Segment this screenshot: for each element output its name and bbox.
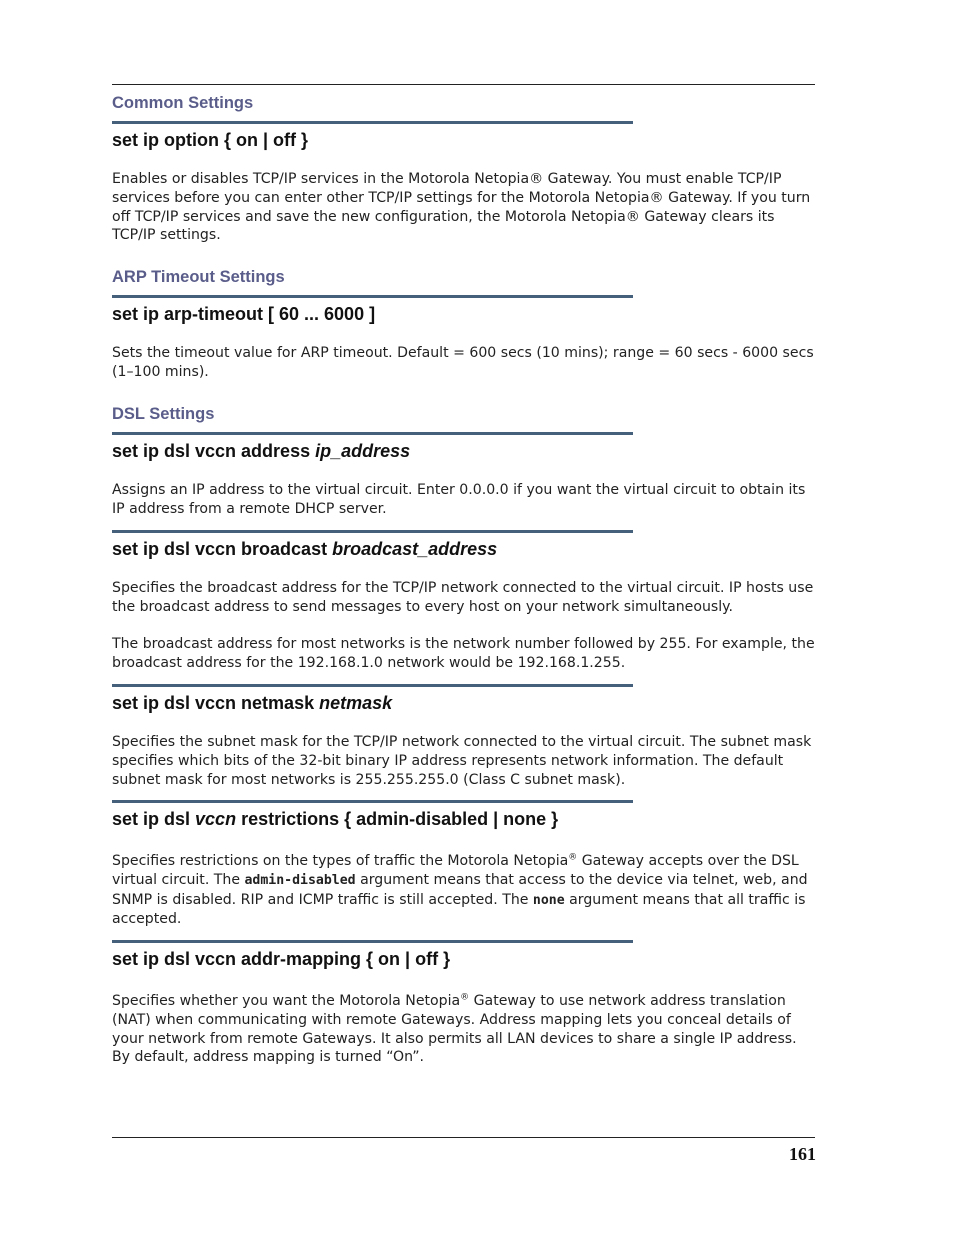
section-divider xyxy=(112,432,633,435)
command-text: set ip dsl vccn address xyxy=(112,441,316,461)
command-heading-dsl-restrictions xyxy=(112,809,558,830)
description-arp-timeout xyxy=(112,344,817,382)
paragraph: Enables or disables TCP/IP services in the Motorola Netopia® Gateway. You must enable TCP/IP services before you can enter other TCP/IP settings for the Motorola Netopia® Gateway. If you turn off TCP/IP services and save the new configuration, the Motorola Netopia® Gateway clears its TCP/IP settings. xyxy=(112,171,811,244)
description-ip-option xyxy=(112,170,817,245)
command-divider xyxy=(112,940,633,943)
command-argument: vccn xyxy=(195,809,237,829)
command-divider xyxy=(112,530,633,533)
registered-mark: ® xyxy=(568,852,578,863)
text-run: argument means that all traffic is accepted. xyxy=(112,891,806,928)
paragraph xyxy=(112,852,817,929)
paragraph xyxy=(112,992,817,1067)
command-heading-dsl-addr-mapping: set ip dsl vccn addr-mapping { on | off } xyxy=(112,949,451,969)
paragraph: Specifies the subnet mask for the TCP/IP network connected to the virtual circuit. The subnet mask specifies which bits of the 32-bit binary IP address represents network information. The default subnet mask for most networks is 255.255.255.0 (Class C subnet mask). xyxy=(112,734,812,788)
code-none: none xyxy=(532,892,565,908)
command-heading-ip-option: set ip option { on | off } xyxy=(112,130,309,150)
code-admin-disabled: admin-disabled xyxy=(244,872,356,888)
description-dsl-broadcast-example xyxy=(112,635,817,673)
description-dsl-netmask xyxy=(112,733,817,789)
command-argument: netmask xyxy=(319,693,393,713)
paragraph: Assigns an IP address to the virtual circuit. Enter 0.0.0.0 if you want the virtual circuit to obtain its IP address from a remote DHCP server. xyxy=(112,482,806,517)
command-text: set ip dsl vccn broadcast xyxy=(112,539,333,559)
text-run: Gateway to use network address translation (NAT) when communicating with remote Gateways. Address mapping lets you conceal details of your network from remote Gateways. It also permits all LAN devices to share a single IP address. By default, address mapping is turned “On”. xyxy=(112,993,797,1066)
command-heading-dsl-broadcast xyxy=(112,539,497,560)
description-dsl-address xyxy=(112,481,817,519)
command-argument: ip_address xyxy=(315,441,411,461)
command-text: restrictions { admin-disabled | none } xyxy=(236,809,559,829)
section-divider xyxy=(112,295,633,298)
text-run: Specifies whether you want the Motorola Netopia xyxy=(112,993,461,1009)
command-text: set ip dsl vccn netmask xyxy=(112,693,320,713)
page-number: 161 xyxy=(789,1144,816,1164)
section-heading-dsl: DSL Settings xyxy=(112,405,215,423)
section-heading-arp: ARP Timeout Settings xyxy=(112,268,285,286)
command-divider xyxy=(112,684,633,687)
section-heading-common: Common Settings xyxy=(112,94,254,112)
command-argument: broadcast_address xyxy=(332,539,498,559)
paragraph: The broadcast address for most networks is the network number followed by 255. For example, the broadcast address for the 192.168.1.0 network would be 192.168.1.255. xyxy=(112,636,815,671)
command-heading-arp-timeout: set ip arp-timeout [ 60 ... 6000 ] xyxy=(112,304,376,324)
description-dsl-restrictions xyxy=(112,852,817,929)
text-run: Gateway accepts over the DSL virtual circuit. The xyxy=(112,853,799,888)
section-divider xyxy=(112,121,633,124)
text-run: Specifies restrictions on the types of traffic the Motorola Netopia xyxy=(112,853,569,869)
header-rule xyxy=(112,84,815,85)
description-dsl-broadcast xyxy=(112,579,817,617)
command-heading-dsl-netmask xyxy=(112,693,392,714)
command-divider xyxy=(112,800,633,803)
command-heading-dsl-address xyxy=(112,441,410,462)
footer-rule xyxy=(112,1137,815,1138)
registered-mark: ® xyxy=(460,992,470,1003)
command-text: set ip dsl xyxy=(112,809,196,829)
paragraph: Sets the timeout value for ARP timeout. Default = 600 secs (10 mins); range = 60 secs - 6000 secs (1–100 mins). xyxy=(112,345,814,380)
paragraph: Specifies the broadcast address for the TCP/IP network connected to the virtual circuit. IP hosts use the broadcast address to send messages to every host on your network simultaneously. xyxy=(112,580,814,615)
text-run: argument means that access to the device via telnet, web, and SNMP is disabled. RIP and ICMP traffic is still accepted. The xyxy=(112,871,808,908)
description-dsl-addr-mapping xyxy=(112,992,817,1067)
